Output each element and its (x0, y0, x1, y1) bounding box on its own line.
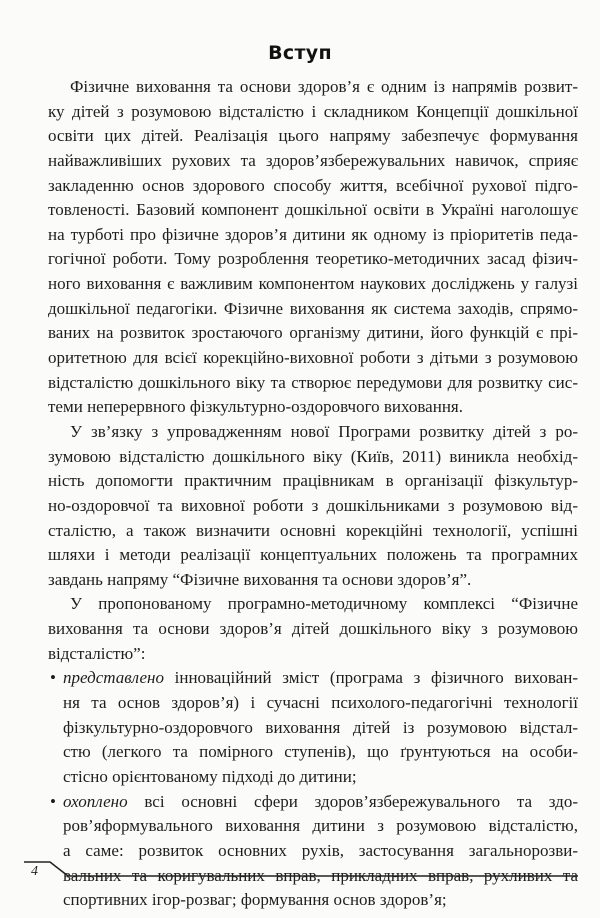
text-line (48, 790, 578, 815)
text-line: стю (легкого та помірного ступенів), що ґрунтуються на особи- (63, 742, 578, 762)
text-line: ваних на розвиток зростаючого організму дитини, його функцій є прі- (48, 323, 578, 343)
text-line: ного виховання є важливим компонентом наукових досліджень у галузі (48, 274, 578, 294)
body-text (48, 75, 578, 913)
text-line: найважливіших рухових та здоров’язбережувальних навичок, сприяє (48, 150, 578, 170)
text-line: но-оздоровчої та виховної роботи з дошкільниками з розумовою від- (48, 495, 578, 515)
text-line: завдань напряму “Фізичне виховання та основи здоров’я”. (48, 569, 472, 589)
text-line: відсталістю дошкільного віку та створює передумови для розвитку сис- (48, 372, 578, 392)
text-line: зумовою відсталістю дошкільного віку (Київ, 2011) виникла необхід- (48, 446, 578, 466)
page-title: Вступ (268, 42, 332, 64)
text-line: спортивних ігор-розваг; формування основ здоров’я; (63, 890, 447, 910)
text-line: У пропонованому програмно-методичному комплексі “Фізичне (70, 594, 578, 614)
emphasis-text: представлено (63, 668, 164, 688)
text-line: а саме: розвиток основних рухів, застосування загальнорозви- (63, 840, 578, 860)
text-line: дошкільної педагогіки. Фізичне виховання як система заходів, спрямо- (48, 298, 578, 318)
text-line: гогічної роботи. Тому розроблення теоретико-методичних засад фізич- (48, 249, 578, 269)
text-line: Фізичне виховання та основи здоров’я є одним із напрямів розвит- (70, 77, 578, 96)
text-line: оритетною для всієї корекційно-виховної роботи з дітьми з розумовою (48, 348, 578, 368)
text-line: освіти цих дітей. Реалізація цього напряму забезпечує формування (48, 126, 578, 146)
bullet-item-1 (48, 666, 578, 789)
paragraph-1 (48, 75, 578, 420)
text-line: стісно орієнтованому підході до дитини; (63, 766, 357, 786)
text-line: товленості. Базовий компонент дошкільної освіти в Україні наголошує (48, 200, 578, 220)
text-line: закладенню основ здорового способу життя, всебічної рухової підго- (48, 175, 578, 195)
bullet-icon: • (50, 668, 56, 688)
text-line: ня та основ здоров’я) і сучасні психолого-педагогічні технології (63, 693, 578, 713)
text-line: сталістю, а також визначити основні корекційні технології, успішні (48, 520, 578, 540)
text-line: відсталістю”: (48, 643, 146, 663)
text-line: виховання та основи здоров’я дітей дошкільного віку з розумовою (48, 619, 578, 639)
bullet-icon: • (50, 791, 56, 811)
text-line: ров’яформувального виховання дитини з розумовою відсталістю, (63, 816, 578, 836)
text-line: вальних та коригувальних вправ, прикладних вправ, рухливих та (63, 865, 578, 885)
emphasis-text: охоплено (63, 791, 128, 811)
text-line: фізкультурно-оздоровчого виховання дітей із розумовою відстал- (63, 717, 578, 737)
text-line (48, 666, 578, 691)
page-number: 4 (31, 864, 38, 879)
text-fragment: всі основні сфери здоров’язбережувального та здо- (127, 791, 578, 811)
text-line: ку дітей з розумовою відсталістю і складником Концепції дошкільної (48, 101, 578, 121)
text-line: ність допомогти практичним працівникам в організації фізкультур- (48, 471, 578, 491)
paragraph-3 (48, 592, 578, 666)
bullet-item-2 (48, 790, 578, 913)
text-line: на турботі про фізичне здоров’я дитини як одному із пріоритетів педа- (48, 224, 578, 244)
text-line: шляхи і методи реалізації концептуальних положень та програмних (48, 545, 578, 565)
text-line: У зв’язку з упровадженням нової Програми розвитку дітей з ро- (70, 421, 578, 441)
footer-rule (0, 860, 600, 890)
text-fragment: інноваційний зміст (програма з фізичного вихован- (163, 668, 578, 688)
paragraph-2 (48, 420, 578, 592)
text-line: теми неперервного фізкультурно-оздоровчого виховання. (48, 397, 463, 417)
